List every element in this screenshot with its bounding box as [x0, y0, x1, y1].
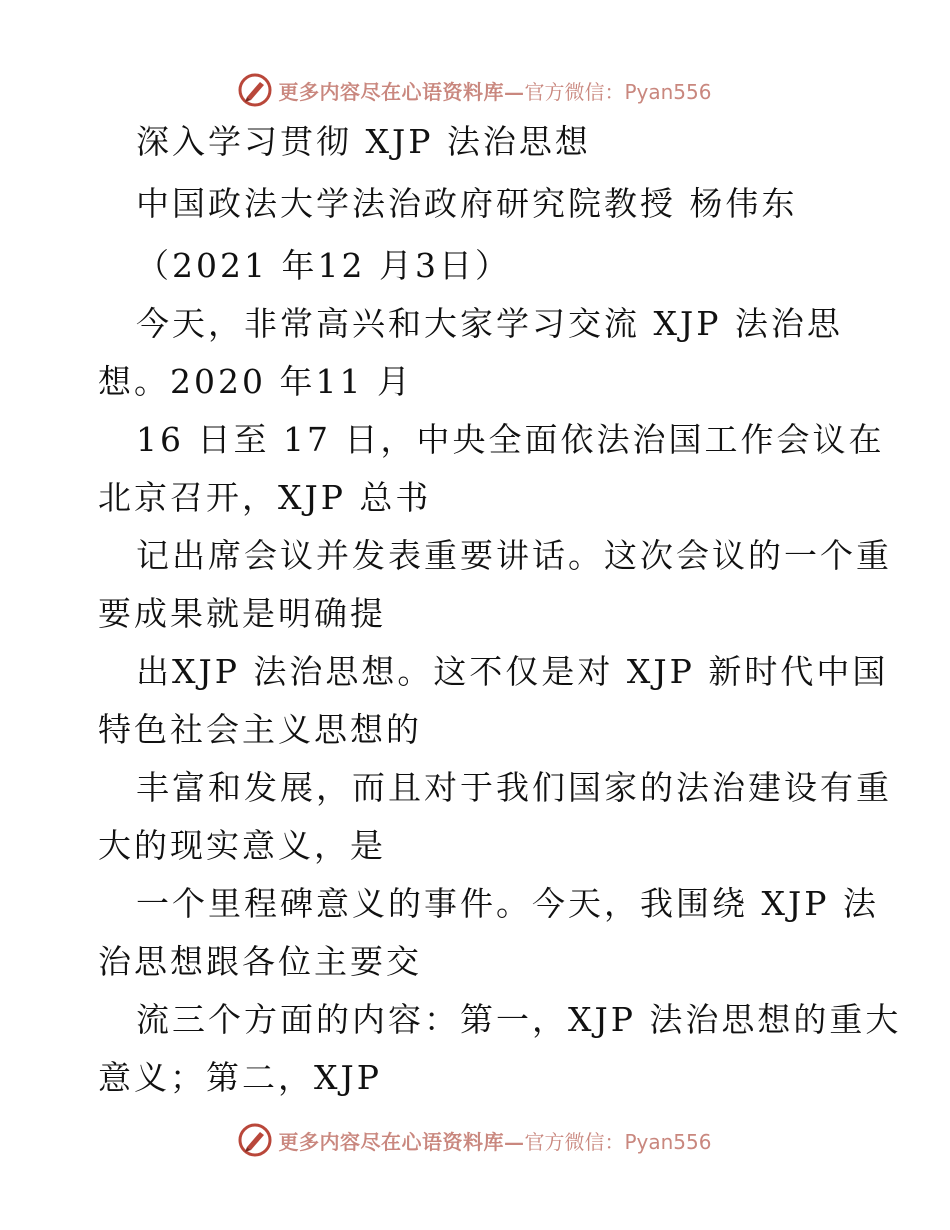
banner-main-text: 更多内容尽在心语资料库—	[278, 1129, 525, 1154]
doc-line: 流三个方面的内容：第一，XJP 法治思想的重大	[136, 1000, 902, 1039]
doc-line: 一个里程碑意义的事件。今天，我围绕 XJP 法	[136, 884, 879, 923]
banner-contact-text: 官方微信：Pyan556	[524, 79, 712, 104]
doc-author: 中国政法大学法治政府研究院教授 杨伟东	[136, 184, 798, 223]
doc-title: 深入学习贯彻 XJP 法治思想	[136, 122, 591, 161]
doc-line: 大的现实意义，是	[98, 826, 386, 865]
doc-line: 意义；第二，XJP	[98, 1058, 382, 1097]
doc-line: 出XJP 法治思想。这不仅是对 XJP 新时代中国	[136, 652, 889, 691]
pen-logo-icon	[238, 73, 272, 107]
doc-line: 想。2020 年11 月	[98, 362, 413, 401]
doc-line: 今天，非常高兴和大家学习交流 XJP 法治思	[136, 304, 843, 343]
doc-line: 北京召开，XJP 总书	[98, 478, 432, 517]
doc-line: 16 日至 17 日，中央全面依法治国工作会议在	[136, 420, 885, 459]
footer-banner	[0, 1120, 950, 1160]
banner-contact-text: 官方微信：Pyan556	[524, 1129, 712, 1154]
pen-logo-icon	[238, 1123, 272, 1157]
doc-line: 记出席会议并发表重要讲话。这次会议的一个重	[136, 536, 892, 575]
doc-line: 治思想跟各位主要交	[98, 942, 422, 981]
doc-date: （2021 年12 月3日）	[136, 246, 511, 285]
doc-line: 特色社会主义思想的	[98, 710, 422, 749]
banner-main-text: 更多内容尽在心语资料库—	[278, 79, 525, 104]
header-banner	[0, 70, 950, 110]
doc-line: 丰富和发展，而且对于我们国家的法治建设有重	[136, 768, 892, 807]
doc-line: 要成果就是明确提	[98, 594, 386, 633]
